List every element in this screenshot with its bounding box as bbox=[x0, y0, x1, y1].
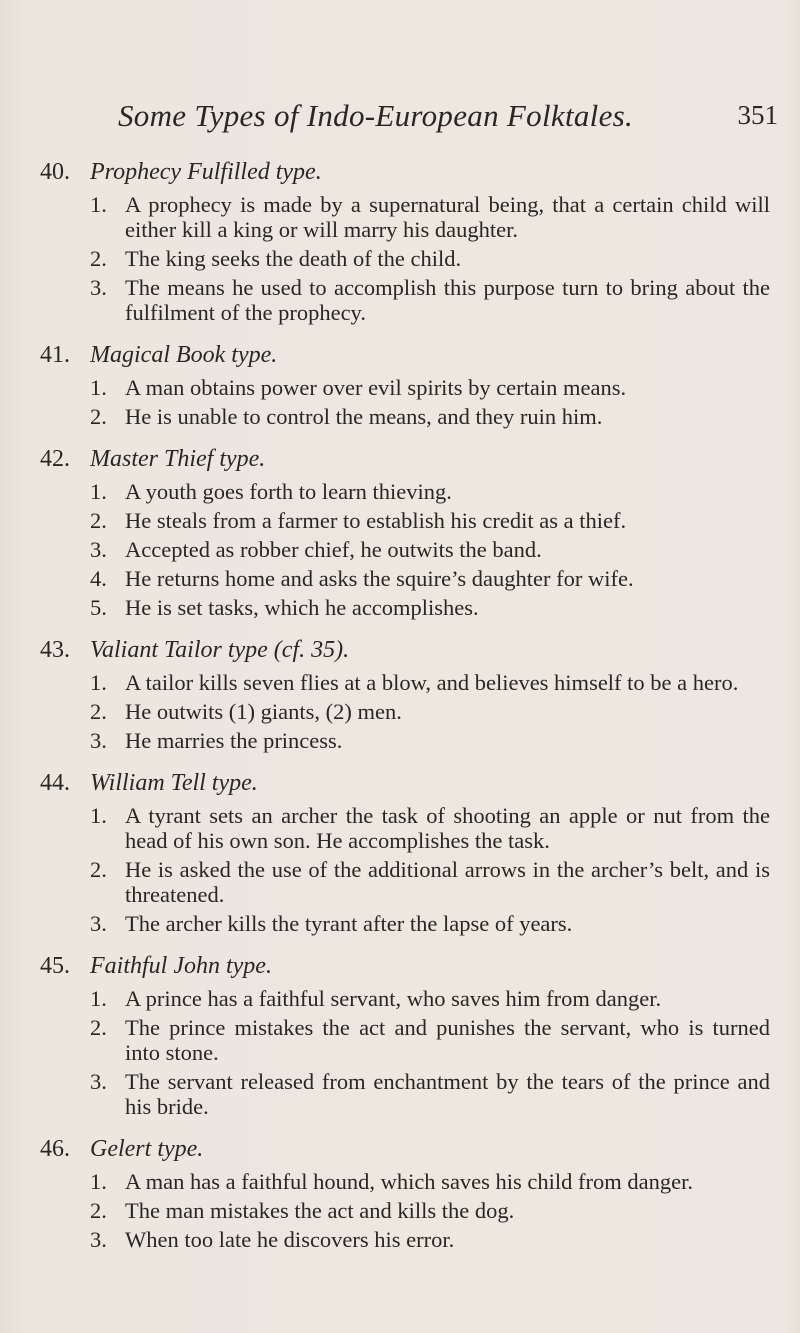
list-item bbox=[40, 728, 770, 753]
item-text: A tyrant sets an archer the task of shooting an apple or nut from the head of his own son. He accomplishes the task. bbox=[125, 803, 770, 853]
item-number: 2. bbox=[90, 857, 107, 882]
list-item bbox=[40, 1015, 770, 1065]
item-text: A youth goes forth to learn thieving. bbox=[125, 479, 452, 504]
item-text: A prince has a faithful servant, who saves him from danger. bbox=[125, 986, 662, 1011]
section-name: Faithful John type. bbox=[90, 953, 272, 979]
item-number: 1. bbox=[90, 479, 107, 504]
item-text: The man mistakes the act and kills the dog. bbox=[125, 1198, 515, 1223]
item-text: A man obtains power over evil spirits by certain means. bbox=[125, 375, 627, 400]
section-number: 45. bbox=[40, 953, 70, 979]
item-number: 3. bbox=[90, 911, 107, 936]
list-item bbox=[40, 670, 770, 695]
list-item bbox=[40, 566, 770, 591]
item-text: When too late he discovers his error. bbox=[125, 1227, 455, 1252]
section-heading bbox=[40, 339, 770, 375]
section-number: 42. bbox=[40, 446, 70, 472]
item-text: A prophecy is made by a supernatural being, that a certain child will either kill a king or will marry his daughter. bbox=[125, 192, 770, 242]
item-number: 1. bbox=[90, 192, 107, 217]
item-number: 3. bbox=[90, 275, 107, 300]
item-text: He is set tasks, which he accomplishes. bbox=[125, 595, 479, 620]
section-number: 43. bbox=[40, 637, 70, 663]
item-text: The king seeks the death of the child. bbox=[125, 246, 462, 271]
list-item bbox=[40, 595, 770, 620]
list-item bbox=[40, 1198, 770, 1223]
list-item bbox=[40, 911, 770, 936]
section-name: Master Thief type. bbox=[90, 446, 266, 472]
item-number: 2. bbox=[90, 508, 107, 533]
section-number: 44. bbox=[40, 770, 70, 796]
section-name: Valiant Tailor type (cf. 35). bbox=[90, 637, 350, 663]
item-text: The servant released from enchantment by the tears of the prince and his bride. bbox=[125, 1069, 770, 1119]
item-number: 3. bbox=[90, 1069, 107, 1094]
list-item bbox=[40, 275, 770, 325]
list-item bbox=[40, 857, 770, 907]
section-heading bbox=[40, 156, 770, 192]
list-item bbox=[40, 192, 770, 242]
item-number: 1. bbox=[90, 803, 107, 828]
list-item bbox=[40, 986, 770, 1011]
item-number: 3. bbox=[90, 1227, 107, 1252]
section-number: 40. bbox=[40, 159, 70, 185]
type-section bbox=[40, 950, 770, 1119]
type-section bbox=[40, 767, 770, 936]
type-section bbox=[40, 339, 770, 429]
list-item bbox=[40, 803, 770, 853]
item-text: He marries the princess. bbox=[125, 728, 343, 753]
section-heading bbox=[40, 767, 770, 803]
section-number: 46. bbox=[40, 1136, 70, 1162]
item-number: 4. bbox=[90, 566, 107, 591]
section-name: Magical Book type. bbox=[90, 342, 278, 368]
list-item bbox=[40, 1169, 770, 1194]
item-text: He outwits (1) giants, (2) men. bbox=[125, 699, 402, 724]
item-number: 2. bbox=[90, 404, 107, 429]
page-body bbox=[40, 156, 770, 1266]
section-heading bbox=[40, 443, 770, 479]
type-section bbox=[40, 156, 770, 325]
type-section bbox=[40, 634, 770, 753]
item-text: He returns home and asks the squire’s daughter for wife. bbox=[125, 566, 634, 591]
item-text: Accepted as robber chief, he outwits the band. bbox=[125, 537, 542, 562]
list-item bbox=[40, 246, 770, 271]
list-item bbox=[40, 404, 770, 429]
item-text: The means he used to accomplish this purpose turn to bring about the fulfilment of the prophecy. bbox=[125, 275, 770, 325]
page-number: 351 bbox=[737, 100, 778, 130]
section-heading bbox=[40, 950, 770, 986]
item-number: 2. bbox=[90, 246, 107, 271]
list-item bbox=[40, 699, 770, 724]
list-item bbox=[40, 1069, 770, 1119]
section-heading bbox=[40, 634, 770, 670]
item-text: The prince mistakes the act and punishes the servant, who is turned into stone. bbox=[125, 1015, 770, 1065]
section-name: William Tell type. bbox=[90, 770, 258, 796]
item-number: 2. bbox=[90, 1015, 107, 1040]
item-number: 1. bbox=[90, 670, 107, 695]
item-number: 1. bbox=[90, 1169, 107, 1194]
running-header bbox=[118, 98, 778, 142]
item-text: He steals from a farmer to establish his credit as a thief. bbox=[125, 508, 627, 533]
item-text: The archer kills the tyrant after the lapse of years. bbox=[125, 911, 573, 936]
type-section bbox=[40, 1133, 770, 1252]
section-number: 41. bbox=[40, 342, 70, 368]
list-item bbox=[40, 508, 770, 533]
item-number: 1. bbox=[90, 986, 107, 1011]
item-number: 2. bbox=[90, 1198, 107, 1223]
item-number: 3. bbox=[90, 728, 107, 753]
item-number: 2. bbox=[90, 699, 107, 724]
running-title: Some Types of Indo-European Folktales. bbox=[118, 98, 634, 133]
item-number: 1. bbox=[90, 375, 107, 400]
type-section bbox=[40, 443, 770, 620]
section-name: Prophecy Fulfilled type. bbox=[90, 159, 322, 185]
item-text: He is unable to control the means, and they ruin him. bbox=[125, 404, 603, 429]
list-item bbox=[40, 375, 770, 400]
item-text: He is asked the use of the additional arrows in the archer’s belt, and is threatened. bbox=[125, 857, 770, 907]
item-text: A man has a faithful hound, which saves his child from danger. bbox=[125, 1169, 694, 1194]
list-item bbox=[40, 479, 770, 504]
item-number: 3. bbox=[90, 537, 107, 562]
item-text: A tailor kills seven flies at a blow, and believes himself to be a hero. bbox=[125, 670, 739, 695]
section-heading bbox=[40, 1133, 770, 1169]
list-item bbox=[40, 537, 770, 562]
item-number: 5. bbox=[90, 595, 107, 620]
list-item bbox=[40, 1227, 770, 1252]
section-name: Gelert type. bbox=[90, 1136, 204, 1162]
